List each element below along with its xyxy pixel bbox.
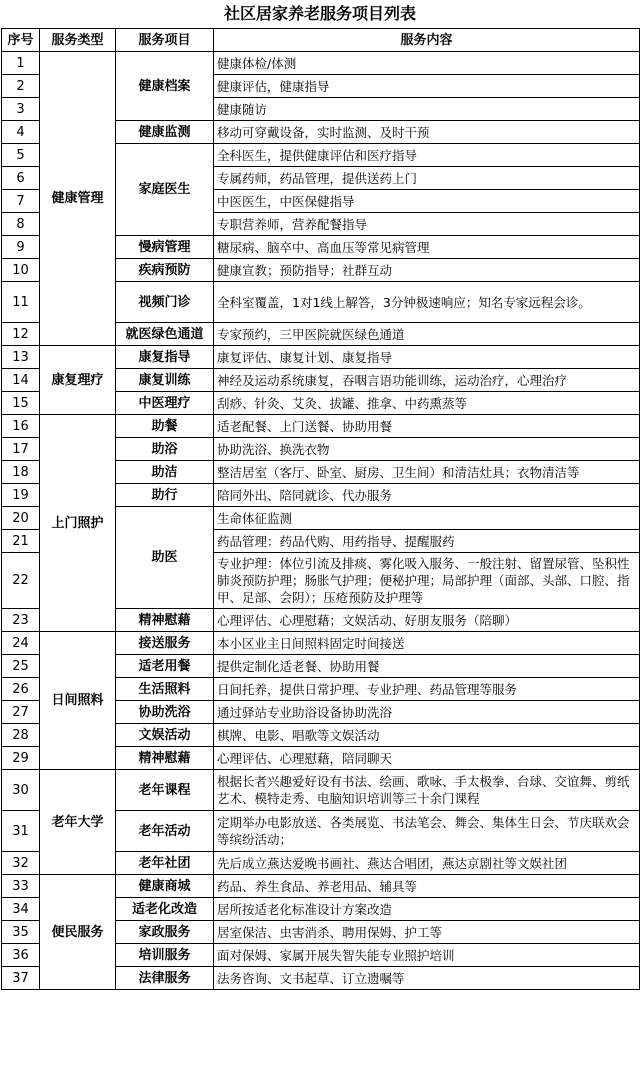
service-content: 糖尿病、脑卒中、高血压等常见病管理 xyxy=(214,236,640,259)
service-content: 心理评估、心理慰藉，陪同聊天 xyxy=(214,747,640,770)
row-number: 10 xyxy=(2,259,40,282)
service-item: 协助洗浴 xyxy=(116,701,214,724)
header-no: 序号 xyxy=(2,29,40,52)
service-item: 康复训练 xyxy=(116,369,214,392)
row-number: 20 xyxy=(2,507,40,530)
row-number: 9 xyxy=(2,236,40,259)
table-row xyxy=(2,770,640,811)
service-item: 老年课程 xyxy=(116,770,214,811)
table-row xyxy=(2,632,640,655)
service-content: 专家预约，三甲医院就医绿色通道 xyxy=(214,323,640,346)
service-content: 日间托养，提供日常护理、专业护理、药品管理等服务 xyxy=(214,678,640,701)
service-category: 康复理疗 xyxy=(40,346,116,415)
service-item: 家政服务 xyxy=(116,921,214,944)
row-number: 15 xyxy=(2,392,40,415)
service-item: 疾病预防 xyxy=(116,259,214,282)
service-item: 助餐 xyxy=(116,415,214,438)
service-item: 助医 xyxy=(116,507,214,609)
row-number: 37 xyxy=(2,967,40,990)
service-content: 通过驿站专业助浴设备协助洗浴 xyxy=(214,701,640,724)
row-number: 18 xyxy=(2,461,40,484)
page-title: 社区居家养老服务项目列表 xyxy=(223,4,416,23)
service-content: 全科室覆盖，1对1线上解答，3分钟极速响应；知名专家远程会诊。 xyxy=(214,282,640,323)
row-number: 7 xyxy=(2,190,40,213)
table-row xyxy=(2,875,640,898)
service-content: 面对保姆、家属开展失智失能专业照护培训 xyxy=(214,944,640,967)
service-item: 接送服务 xyxy=(116,632,214,655)
service-item: 适老用餐 xyxy=(116,655,214,678)
service-category: 便民服务 xyxy=(40,875,116,990)
service-content: 健康随访 xyxy=(214,98,640,121)
service-item: 生活照料 xyxy=(116,678,214,701)
service-category: 日间照料 xyxy=(40,632,116,770)
row-number: 3 xyxy=(2,98,40,121)
row-number: 21 xyxy=(2,530,40,553)
service-content: 整洁居室（客厅、卧室、厨房、卫生间）和清洁灶具；衣物清洁等 xyxy=(214,461,640,484)
service-content: 专属药师，药品管理，提供送药上门 xyxy=(214,167,640,190)
service-content: 居室保洁、虫害消杀、聘用保姆、护工等 xyxy=(214,921,640,944)
row-number: 11 xyxy=(2,282,40,323)
service-content: 先后成立燕达爱晚书画社、燕达合唱团，燕达京剧社等文娱社团 xyxy=(214,852,640,875)
service-content: 健康评估，健康指导 xyxy=(214,75,640,98)
row-number: 28 xyxy=(2,724,40,747)
service-item: 法律服务 xyxy=(116,967,214,990)
row-number: 14 xyxy=(2,369,40,392)
service-item: 助浴 xyxy=(116,438,214,461)
row-number: 1 xyxy=(2,52,40,75)
service-item: 文娱活动 xyxy=(116,724,214,747)
service-content: 本小区业主日间照料固定时间接送 xyxy=(214,632,640,655)
row-number: 4 xyxy=(2,121,40,144)
service-item: 健康监测 xyxy=(116,121,214,144)
service-item: 健康商城 xyxy=(116,875,214,898)
service-table xyxy=(1,28,640,990)
service-item: 助行 xyxy=(116,484,214,507)
row-number: 32 xyxy=(2,852,40,875)
row-number: 17 xyxy=(2,438,40,461)
service-content: 定期举办电影放送、各类展览、书法笔会、舞会、集体生日会、节庆联欢会等缤纷活动； xyxy=(214,811,640,852)
service-content: 根据长者兴趣爱好设有书法、绘画、歌咏、手太极拳、台球、交谊舞、剪纸艺术、模特走秀、电脑知识培训等三十余门课程 xyxy=(214,770,640,811)
table-row xyxy=(2,415,640,438)
row-number: 12 xyxy=(2,323,40,346)
service-category: 上门照护 xyxy=(40,415,116,632)
service-content: 专业护理：体位引流及排痰、雾化吸入服务、一般注射、留置尿管、坠积性肺炎预防护理；肠胀气护理；便秘护理；局部护理（面部、头部、口腔、指甲、足部、会阴）；压疮预防及护理等 xyxy=(214,553,640,609)
service-item: 精神慰藉 xyxy=(116,747,214,770)
row-number: 31 xyxy=(2,811,40,852)
service-item: 康复指导 xyxy=(116,346,214,369)
row-number: 35 xyxy=(2,921,40,944)
service-item: 助洁 xyxy=(116,461,214,484)
service-content: 棋牌、电影、唱歌等文娱活动 xyxy=(214,724,640,747)
service-item: 健康档案 xyxy=(116,52,214,121)
service-content: 康复评估、康复计划、康复指导 xyxy=(214,346,640,369)
row-number: 23 xyxy=(2,609,40,632)
service-content: 居所按适老化标准设计方案改造 xyxy=(214,898,640,921)
row-number: 25 xyxy=(2,655,40,678)
row-number: 5 xyxy=(2,144,40,167)
table-row xyxy=(2,346,640,369)
row-number: 33 xyxy=(2,875,40,898)
row-number: 19 xyxy=(2,484,40,507)
header-category: 服务类型 xyxy=(40,29,116,52)
service-content: 生命体征监测 xyxy=(214,507,640,530)
row-number: 27 xyxy=(2,701,40,724)
row-number: 16 xyxy=(2,415,40,438)
service-content: 药品管理：药品代购、用药指导、提醒服药 xyxy=(214,530,640,553)
service-item: 精神慰藉 xyxy=(116,609,214,632)
row-number: 24 xyxy=(2,632,40,655)
service-item: 家庭医生 xyxy=(116,144,214,236)
service-content: 药品、养生食品、养老用品、辅具等 xyxy=(214,875,640,898)
service-content: 专职营养师，营养配餐指导 xyxy=(214,213,640,236)
header-content: 服务内容 xyxy=(214,29,640,52)
row-number: 26 xyxy=(2,678,40,701)
row-number: 6 xyxy=(2,167,40,190)
table-row xyxy=(2,52,640,75)
header-item: 服务项目 xyxy=(116,29,214,52)
service-item: 慢病管理 xyxy=(116,236,214,259)
service-item: 视频门诊 xyxy=(116,282,214,323)
row-number: 36 xyxy=(2,944,40,967)
service-content: 陪同外出、陪同就诊、代办服务 xyxy=(214,484,640,507)
row-number: 22 xyxy=(2,553,40,609)
row-number: 29 xyxy=(2,747,40,770)
table-body xyxy=(2,52,640,990)
service-content: 提供定制化适老餐、协助用餐 xyxy=(214,655,640,678)
row-number: 13 xyxy=(2,346,40,369)
service-item: 适老化改造 xyxy=(116,898,214,921)
row-number: 30 xyxy=(2,770,40,811)
service-content: 神经及运动系统康复，吞咽言语功能训练，运动治疗，心理治疗 xyxy=(214,369,640,392)
service-content: 移动可穿戴设备，实时监测、及时干预 xyxy=(214,121,640,144)
service-content: 协助洗浴、换洗衣物 xyxy=(214,438,640,461)
service-content: 中医医生，中医保健指导 xyxy=(214,190,640,213)
service-content: 全科医生，提供健康评估和医疗指导 xyxy=(214,144,640,167)
service-content: 健康体检/体测 xyxy=(214,52,640,75)
service-category: 健康管理 xyxy=(40,52,116,346)
row-number: 34 xyxy=(2,898,40,921)
header-row xyxy=(2,29,640,52)
service-content: 健康宣教；预防指导；社群互动 xyxy=(214,259,640,282)
service-item: 就医绿色通道 xyxy=(116,323,214,346)
service-content: 法务咨询、文书起草、订立遗嘱等 xyxy=(214,967,640,990)
service-content: 适老配餐、上门送餐、协助用餐 xyxy=(214,415,640,438)
row-number: 8 xyxy=(2,213,40,236)
service-item: 中医理疗 xyxy=(116,392,214,415)
service-item: 老年活动 xyxy=(116,811,214,852)
service-category: 老年大学 xyxy=(40,770,116,875)
service-item: 培训服务 xyxy=(116,944,214,967)
service-content: 心理评估、心理慰藉；文娱活动、好朋友服务（陪聊） xyxy=(214,609,640,632)
service-content: 刮痧、针灸、艾灸、拔罐、推拿、中药熏蒸等 xyxy=(214,392,640,415)
service-item: 老年社团 xyxy=(116,852,214,875)
row-number: 2 xyxy=(2,75,40,98)
